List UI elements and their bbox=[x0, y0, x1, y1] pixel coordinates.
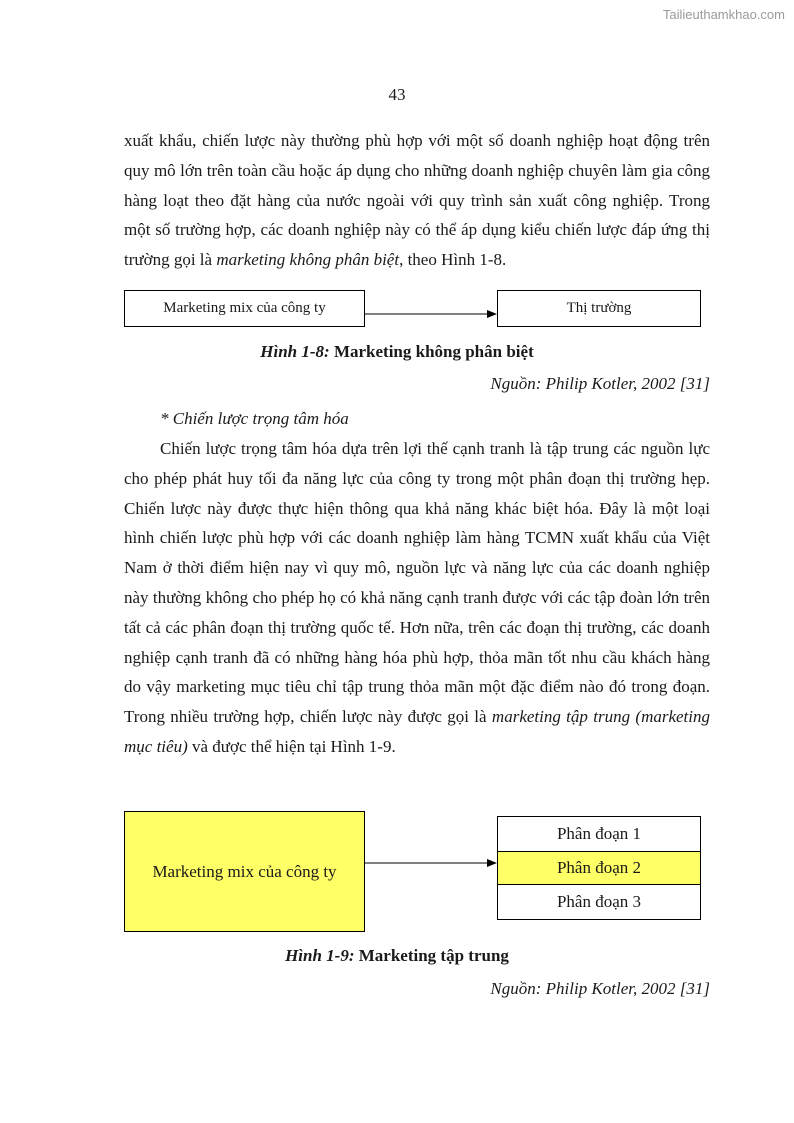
fig9-segment-2 bbox=[497, 851, 701, 885]
fig8-market-box bbox=[497, 290, 701, 327]
fig8-caption bbox=[0, 342, 794, 362]
paragraph-focus-tail: và được thể hiện tại Hình 1-9. bbox=[187, 736, 396, 756]
fig9-segment-3-label: Phân đoạn 3 bbox=[556, 892, 642, 911]
fig9-caption-label: Hình 1-9: bbox=[285, 946, 355, 965]
fig9-source: Nguồn: Philip Kotler, 2002 [31] bbox=[490, 979, 710, 998]
fig9-company-label: Marketing mix của công ty bbox=[152, 861, 337, 881]
fig9-arrow bbox=[365, 857, 497, 869]
fig9-segment-1 bbox=[497, 816, 701, 852]
watermark: Tailieuthamkhao.com bbox=[662, 7, 785, 22]
fig9-company-box bbox=[124, 811, 365, 932]
subheading: * Chiến lược trọng tâm hóa bbox=[160, 409, 349, 428]
paragraph-intro-text: xuất khẩu, chiến lược này thường phù hợp với một số doanh nghiệp hoạt động trên quy mô lớn trên toàn cầu hoặc áp dụng cho những doanh nghiệp chuyên làm gia công hàng loạt theo đặt hàng của nước ngoài với quy trình sản xuất công nghiệp. Trong một số trường hợp, các doanh nghiệp này có thể áp dụng kiểu chiến lược đáp ứng thị trường gọi là bbox=[124, 131, 710, 270]
fig9-caption-text: Marketing tập trung bbox=[354, 946, 509, 965]
fig9-caption bbox=[0, 946, 794, 966]
fig8-market-label: Thị trường bbox=[566, 300, 632, 316]
fig8-company-box bbox=[124, 290, 365, 327]
fig8-source: Nguồn: Philip Kotler, 2002 [31] bbox=[490, 374, 710, 393]
paragraph-intro-tail: , theo Hình 1-8. bbox=[399, 250, 507, 270]
paragraph-focus bbox=[124, 434, 710, 762]
fig8-company-label: Marketing mix của công ty bbox=[163, 300, 326, 316]
fig8-caption-text: Marketing không phân biệt bbox=[329, 342, 534, 361]
paragraph-intro bbox=[124, 126, 710, 275]
fig8-caption-label: Hình 1-8: bbox=[260, 342, 330, 361]
paragraph-intro-italic: marketing không phân biệt bbox=[216, 250, 400, 270]
paragraph-focus-italic: marketing tập trung (marketing mục tiêu) bbox=[124, 707, 710, 756]
fig9-segment-3 bbox=[497, 884, 701, 920]
fig9-segment-2-label: Phân đoạn 2 bbox=[556, 858, 642, 877]
fig8-arrow bbox=[365, 308, 497, 320]
page-number: 43 bbox=[388, 85, 406, 104]
fig9-segment-1-label: Phân đoạn 1 bbox=[556, 824, 642, 843]
paragraph-focus-text: Chiến lược trọng tâm hóa dựa trên lợi thế cạnh tranh là tập trung các nguồn lực cho phép phát huy tối đa năng lực của công ty trong một phân đoạn thị trường hẹp. Chiến lược này được thực hiện thông qua khả năng khác biệt hóa. Đây là một loại hình chiến lược phù hợp với các doanh nghiệp làm hàng TCMN xuất khẩu của Việt Nam ở thời điểm hiện nay vì quy mô, nguồn lực và năng lực của các doanh nghiệp này thường không cho phép họ có khả năng cạnh tranh được với các tập đoàn lớn trên tất cả các phân đoạn thị trường quốc tế. Hơn nữa, trên các đoạn thị trường, các doanh nghiệp cạnh tranh đã có những hàng hóa phù hợp, thỏa mãn tốt nhu cầu khách hàng do vậy marketing mục tiêu chỉ tập trung thỏa mãn một đặc điểm nào đó trong đoạn. Trong nhiều trường hợp, chiến lược này được gọi là bbox=[124, 439, 710, 727]
